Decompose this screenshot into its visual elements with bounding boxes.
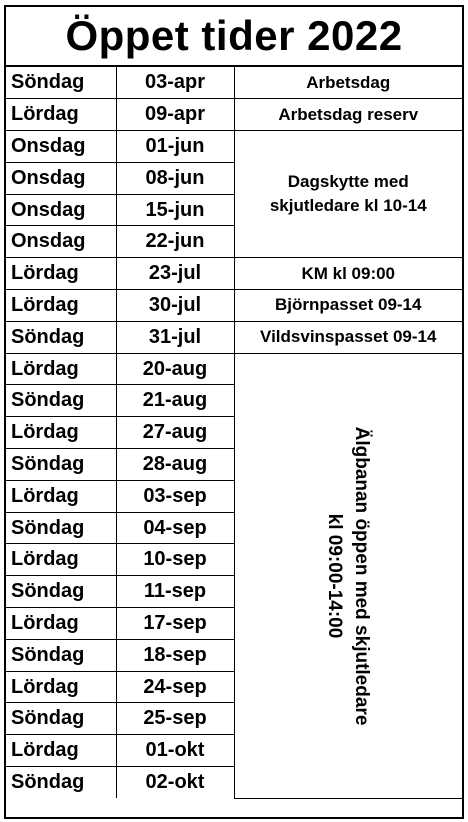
note-km: KM kl 09:00	[234, 258, 462, 290]
date-cell: 04-sep	[116, 512, 234, 544]
day-cell: Lördag	[6, 258, 116, 290]
date-cell: 22-jun	[116, 226, 234, 258]
note-bjornpasset: Björnpasset 09-14	[234, 290, 462, 322]
day-cell: Söndag	[6, 512, 116, 544]
date-cell: 09-apr	[116, 99, 234, 131]
table-row	[6, 131, 462, 163]
table-row	[6, 290, 462, 322]
day-cell: Söndag	[6, 385, 116, 417]
day-cell: Lördag	[6, 608, 116, 640]
date-cell: 01-jun	[116, 131, 234, 163]
date-cell: 25-sep	[116, 703, 234, 735]
date-cell: 10-sep	[116, 544, 234, 576]
table-row	[6, 258, 462, 290]
date-cell: 31-jul	[116, 321, 234, 353]
day-cell: Lördag	[6, 480, 116, 512]
day-cell: Söndag	[6, 576, 116, 608]
day-cell: Onsdag	[6, 194, 116, 226]
page-title: Öppet tider 2022	[6, 7, 462, 67]
note-dagskytte-line2: skjutledare kl 10-14	[269, 196, 427, 216]
date-cell: 11-sep	[116, 576, 234, 608]
day-cell: Söndag	[6, 639, 116, 671]
date-cell: 18-sep	[116, 639, 234, 671]
note-algbanan	[234, 353, 462, 798]
table-row	[6, 321, 462, 353]
day-cell: Onsdag	[6, 162, 116, 194]
day-cell: Lördag	[6, 290, 116, 322]
date-cell: 02-okt	[116, 767, 234, 799]
day-cell: Onsdag	[6, 131, 116, 163]
note-arbetsdag-reserv: Arbetsdag reserv	[234, 99, 462, 131]
day-cell: Lördag	[6, 353, 116, 385]
schedule-table	[6, 67, 462, 799]
date-cell: 15-jun	[116, 194, 234, 226]
day-cell: Lördag	[6, 417, 116, 449]
date-cell: 21-aug	[116, 385, 234, 417]
note-dagskytte	[234, 131, 462, 258]
note-dagskytte-line1: Dagskytte med	[287, 172, 409, 192]
day-cell: Söndag	[6, 767, 116, 799]
date-cell: 30-jul	[116, 290, 234, 322]
date-cell: 01-okt	[116, 735, 234, 767]
table-row	[6, 353, 462, 385]
date-cell: 20-aug	[116, 353, 234, 385]
note-algbanan-line2: kl 09:00-14:00	[324, 513, 346, 639]
day-cell: Lördag	[6, 544, 116, 576]
day-cell: Söndag	[6, 321, 116, 353]
day-cell: Söndag	[6, 449, 116, 481]
date-cell: 24-sep	[116, 671, 234, 703]
note-algbanan-text	[321, 386, 375, 766]
day-cell: Lördag	[6, 735, 116, 767]
note-arbetsdag: Arbetsdag	[234, 67, 462, 99]
day-cell: Onsdag	[6, 226, 116, 258]
schedule-sheet	[4, 5, 464, 819]
date-cell: 03-sep	[116, 480, 234, 512]
table-row	[6, 67, 462, 99]
day-cell: Lördag	[6, 671, 116, 703]
table-row	[6, 99, 462, 131]
date-cell: 28-aug	[116, 449, 234, 481]
date-cell: 23-jul	[116, 258, 234, 290]
day-cell: Söndag	[6, 703, 116, 735]
note-vildsvinspasset: Vildsvinspasset 09-14	[234, 321, 462, 353]
date-cell: 03-apr	[116, 67, 234, 99]
day-cell: Söndag	[6, 67, 116, 99]
date-cell: 27-aug	[116, 417, 234, 449]
date-cell: 08-jun	[116, 162, 234, 194]
note-algbanan-line1: Älgbanan öppen med skjutledare	[351, 426, 373, 726]
day-cell: Lördag	[6, 99, 116, 131]
date-cell: 17-sep	[116, 608, 234, 640]
